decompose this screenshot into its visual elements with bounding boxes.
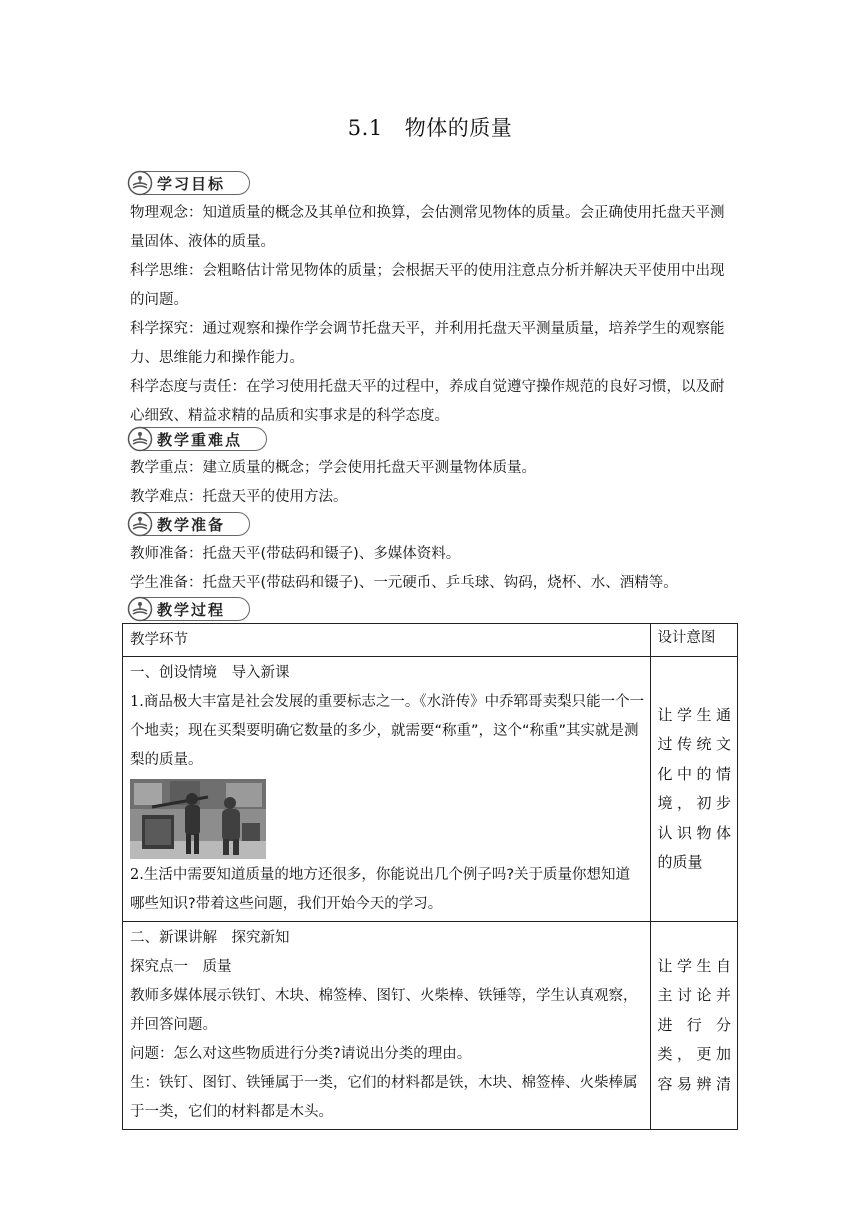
book-icon [127,170,153,196]
intent-line: 境，初步 [657,794,731,812]
goal-item: 科学探究：通过观察和操作学会调节托盘天平，并利用托盘天平测量质量，培养学生的观察能力、思维能力和操作能力。 [130,321,725,366]
stage-title: 一、创设情境 导入新课 [130,665,290,681]
badge-label: 学习目标 [157,174,226,193]
intent-line: 让学生自 [657,956,731,975]
stage-cell [123,922,651,1130]
table-header-row [123,624,738,657]
title-text: 物体的质量 [404,116,513,140]
section-badge-key-points [128,426,267,452]
key-points-list [130,454,735,512]
intent-line: 认识物体 [657,823,731,842]
goals-list [130,199,735,431]
intent-line: 容易辨清 [657,1074,731,1093]
section-number: 5.1 [347,116,383,140]
intent-line: 让学生通 [657,705,731,724]
goal-item: 科学态度与责任：在学习使用托盘天平的过程中，养成自觉遵守操作规范的良好习惯，以及耐心细致、精益求精的品质和实事求是的科学态度。 [130,379,725,424]
book-icon [127,596,153,622]
section-badge-goals [128,170,250,196]
table-row [123,657,738,922]
badge-label: 教学准备 [157,515,226,534]
stage-title: 二、新课讲解 探究新知 [130,930,290,946]
stage-cell [123,657,651,922]
section-badge-process [128,596,250,622]
paragraph-number: 2. [130,867,144,883]
statue-photo [130,779,266,859]
paragraph-number: 1. [130,694,144,710]
header-cell-stage: 教学环节 [123,624,651,657]
intent-cell [651,922,738,1130]
goal-item: 物理观念：知道质量的概念及其单位和换算，会估测常见物体的质量。会正确使用托盘天平测量固体、液体的质量。 [130,205,725,250]
intent-line: 的质量 [657,853,703,871]
header-cell-intent: 设计意图 [651,624,738,657]
section-badge-preparation [128,511,250,537]
badge-label: 教学重难点 [157,430,243,449]
intent-line: 化中的情 [657,764,731,783]
intent-cell [651,657,738,922]
key-point-item: 教学难点：托盘天平的使用方法。 [130,489,348,505]
book-icon [127,426,153,452]
paragraph-text: 商品极大丰富是社会发展的重要标志之一。《水浒传》中乔郓哥卖梨只能一个一个地卖；现在买梨要明确它数量的多少，就需要“称重”，这个“称重”其实就是测梨的质量。 [130,694,645,768]
page-title [0,112,860,142]
stage-paragraph [130,861,644,919]
preparation-item: 教师准备：托盘天平(带砝码和镊子)、多媒体资料。 [130,546,461,562]
paragraph-text: 生活中需要知道质量的地方还很多，你能说出几个例子吗?关于质量你想知道哪些知识?带着这些问题，我们开始今天的学习。 [130,867,631,912]
intent-line: 主讨论并 [657,986,731,1005]
stage-paragraph: 问题：怎么对这些物质进行分类?请说出分类的理由。 [130,1046,472,1062]
badge-label: 教学过程 [157,600,226,619]
intent-line: 类，更加 [657,1045,731,1064]
stage-paragraph [130,688,644,775]
intent-line: 进行分 [657,1015,731,1034]
table-row [123,922,738,1130]
intent-line: 过传统文 [657,735,731,753]
stage-paragraph: 生：铁钉、图钉、铁锤属于一类，它们的材料都是铁，木块、棉签棒、火柴棒属于一类，它们的材料都是木头。 [130,1075,638,1120]
preparation-list [130,540,735,598]
book-icon [127,511,153,537]
stage-paragraph: 教师多媒体展示铁钉、木块、棉签棒、图钉、火柴棒、铁锤等，学生认真观察，并回答问题。 [130,988,638,1033]
key-point-item: 教学重点：建立质量的概念；学会使用托盘天平测量物体质量。 [130,460,536,476]
process-table [122,623,738,1130]
goal-item: 科学思维：会粗略估计常见物体的质量；会根据天平的使用注意点分析并解决天平使用中出现的问题。 [130,263,725,308]
stage-subtitle: 探究点一 质量 [130,959,232,975]
preparation-item: 学生准备：托盘天平(带砝码和镊子)、一元硬币、乒乓球、钩码，烧杯、水、酒精等。 [130,575,678,591]
